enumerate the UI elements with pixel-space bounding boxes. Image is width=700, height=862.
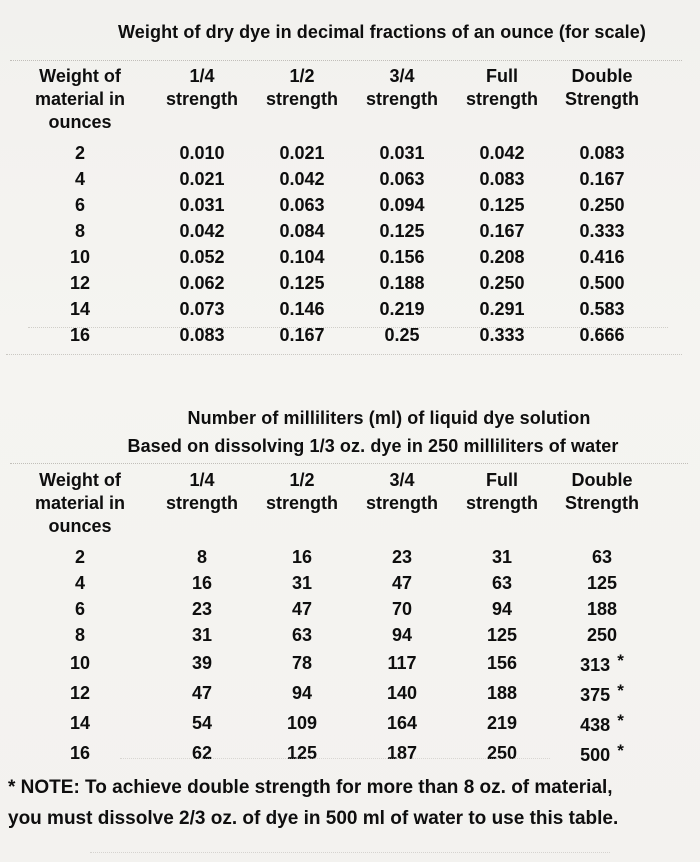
- value-cell: 0.156: [379, 247, 425, 267]
- value-cell: 0.062: [179, 273, 225, 293]
- weight-cell: 4: [74, 169, 85, 189]
- value-cell: 188: [586, 599, 618, 619]
- double-strength-asterisk: *: [617, 651, 624, 670]
- value-cell: 31: [191, 625, 213, 645]
- column-header-double-strength: Double Strength: [565, 470, 639, 513]
- value-cell: 250: [586, 625, 618, 645]
- scan-artifact-line: [10, 60, 682, 61]
- value-cell: 94: [291, 683, 313, 703]
- dry-dye-table-body: [8, 140, 652, 348]
- value-cell: 125: [286, 743, 318, 763]
- value-cell: 63: [591, 547, 613, 567]
- table-row: [8, 218, 652, 244]
- value-cell: 0.042: [279, 169, 325, 189]
- column-header-threequarter-strength: 3/4 strength: [366, 66, 438, 109]
- table-row: [8, 140, 652, 166]
- table-row: [8, 678, 652, 708]
- value-cell: 438 *: [552, 708, 652, 738]
- value-cell: 0.104: [279, 247, 325, 267]
- column-header-full-strength: Full strength: [466, 66, 538, 109]
- weight-cell: 14: [69, 299, 91, 319]
- weight-cell: 12: [69, 273, 91, 293]
- table-row: [8, 708, 652, 738]
- value-cell: 0.666: [579, 325, 625, 345]
- value-cell: 0.063: [279, 195, 325, 215]
- value-cell: 47: [391, 573, 413, 593]
- value-cell: 0.291: [479, 299, 525, 319]
- dry-dye-table-title: Weight of dry dye in decimal fractions of an ounce (for scale): [118, 22, 646, 42]
- value-cell: 63: [291, 625, 313, 645]
- value-cell: 0.125: [479, 195, 525, 215]
- scan-artifact-line: [28, 327, 668, 328]
- value-cell: 0.083: [579, 143, 625, 163]
- value-cell: 0.416: [579, 247, 625, 267]
- value-cell: 188: [486, 683, 518, 703]
- column-header-half-strength: 1/2 strength: [266, 470, 338, 513]
- value-cell: 0.167: [479, 221, 525, 241]
- weight-cell: 16: [69, 325, 91, 345]
- table-row: [8, 166, 652, 192]
- table-row: [8, 648, 652, 678]
- value-cell: 164: [386, 713, 418, 733]
- value-cell: 0.042: [479, 143, 525, 163]
- value-cell: 54: [191, 713, 213, 733]
- column-header-full-strength: Full strength: [466, 470, 538, 513]
- value-cell: 0.208: [479, 247, 525, 267]
- double-strength-footnote: [8, 772, 684, 834]
- weight-cell: 4: [74, 573, 85, 593]
- weight-cell: 12: [69, 683, 91, 703]
- double-strength-asterisk: *: [617, 681, 624, 700]
- weight-cell: 8: [74, 625, 85, 645]
- column-header-threequarter-strength: 3/4 strength: [366, 470, 438, 513]
- value-cell: 0.583: [579, 299, 625, 319]
- value-cell: 0.052: [179, 247, 225, 267]
- value-cell: 375 *: [552, 678, 652, 708]
- value-cell: 156: [486, 653, 518, 673]
- column-header-half-strength: 1/2 strength: [266, 66, 338, 109]
- value-cell: 500 *: [552, 738, 652, 768]
- table-row: [8, 544, 652, 570]
- double-strength-asterisk: *: [617, 711, 624, 730]
- value-cell: 31: [291, 573, 313, 593]
- scan-artifact-line: [90, 852, 610, 853]
- value-cell: 0.083: [479, 169, 525, 189]
- value-cell: 8: [196, 547, 207, 567]
- value-cell: 47: [291, 599, 313, 619]
- value-cell: 0.010: [179, 143, 225, 163]
- liquid-dye-table-subtitle: Based on dissolving 1/3 oz. dye in 250 milliliters of water: [127, 436, 619, 456]
- column-header-quarter-strength: 1/4 strength: [166, 66, 238, 109]
- table-row: [8, 738, 652, 768]
- value-cell: 219: [486, 713, 518, 733]
- weight-cell: 2: [74, 143, 85, 163]
- header-row: [8, 62, 652, 140]
- value-cell: 94: [391, 625, 413, 645]
- value-cell: 0.167: [279, 325, 325, 345]
- value-cell: 47: [191, 683, 213, 703]
- value-cell: 23: [191, 599, 213, 619]
- value-cell: 0.084: [279, 221, 325, 241]
- value-cell: 313 *: [552, 648, 652, 678]
- value-cell: 109: [286, 713, 318, 733]
- liquid-dye-table-body: [8, 544, 652, 768]
- table-row: [8, 244, 652, 270]
- table-row: [8, 622, 652, 648]
- table-row: [8, 570, 652, 596]
- value-cell: 117: [387, 653, 417, 673]
- value-cell: 78: [291, 653, 313, 673]
- value-cell: 0.188: [379, 273, 425, 293]
- value-cell: 70: [391, 599, 413, 619]
- value-cell: 0.125: [379, 221, 425, 241]
- weight-cell: 10: [69, 653, 91, 673]
- weight-cell: 6: [74, 195, 85, 215]
- value-cell: 125: [486, 625, 518, 645]
- value-cell: 16: [291, 547, 313, 567]
- value-cell: 0.500: [579, 273, 625, 293]
- table-row: [8, 322, 652, 348]
- value-cell: 0.031: [179, 195, 225, 215]
- value-cell: 125: [586, 573, 618, 593]
- value-cell: 0.083: [179, 325, 225, 345]
- column-header-weight: Weight of material in ounces: [34, 470, 126, 536]
- value-cell: 62: [191, 743, 213, 763]
- value-cell: 39: [191, 653, 213, 673]
- footnote-line-1: * NOTE: To achieve double strength for more than 8 oz. of material,: [8, 777, 613, 798]
- value-cell: 0.333: [579, 221, 625, 241]
- value-cell: 63: [491, 573, 513, 593]
- value-cell: 0.250: [479, 273, 525, 293]
- weight-cell: 8: [74, 221, 85, 241]
- table-row: [8, 270, 652, 296]
- dry-dye-table-header: [8, 62, 652, 140]
- value-cell: 0.042: [179, 221, 225, 241]
- weight-cell: 10: [69, 247, 91, 267]
- value-cell: 0.219: [379, 299, 425, 319]
- column-header-double-strength: Double Strength: [565, 66, 639, 109]
- table-row: [8, 596, 652, 622]
- footnote-line-2: you must dissolve 2/3 oz. of dye in 500 ml of water to use this table.: [8, 808, 619, 829]
- header-row: [8, 466, 652, 544]
- weight-cell: 16: [69, 743, 91, 763]
- value-cell: 0.031: [379, 143, 425, 163]
- value-cell: 0.073: [179, 299, 225, 319]
- weight-cell: 2: [74, 547, 85, 567]
- value-cell: 0.167: [579, 169, 625, 189]
- value-cell: 0.146: [279, 299, 325, 319]
- value-cell: 0.063: [379, 169, 425, 189]
- column-header-quarter-strength: 1/4 strength: [166, 470, 238, 513]
- liquid-dye-table-title: Number of milliliters (ml) of liquid dye solution: [187, 408, 591, 428]
- liquid-dye-table: [8, 466, 652, 768]
- value-cell: 0.25: [384, 325, 420, 345]
- value-cell: 16: [191, 573, 213, 593]
- double-strength-asterisk: *: [617, 741, 624, 760]
- value-cell: 31: [491, 547, 513, 567]
- scan-artifact-line: [6, 354, 682, 355]
- value-cell: 0.021: [279, 143, 325, 163]
- table-row: [8, 192, 652, 218]
- scan-artifact-line: [10, 463, 688, 464]
- value-cell: 23: [391, 547, 413, 567]
- value-cell: 0.333: [479, 325, 525, 345]
- value-cell: 0.094: [379, 195, 425, 215]
- value-cell: 0.021: [179, 169, 225, 189]
- table-row: [8, 296, 652, 322]
- value-cell: 0.125: [279, 273, 325, 293]
- value-cell: 94: [491, 599, 513, 619]
- value-cell: 187: [386, 743, 418, 763]
- scan-artifact-line: [120, 758, 550, 759]
- dry-dye-table: [8, 62, 652, 348]
- liquid-dye-table-header: [8, 466, 652, 544]
- weight-cell: 6: [74, 599, 85, 619]
- value-cell: 0.250: [579, 195, 625, 215]
- weight-cell: 14: [69, 713, 91, 733]
- column-header-weight: Weight of material in ounces: [34, 66, 126, 132]
- value-cell: 250: [486, 743, 518, 763]
- value-cell: 140: [386, 683, 418, 703]
